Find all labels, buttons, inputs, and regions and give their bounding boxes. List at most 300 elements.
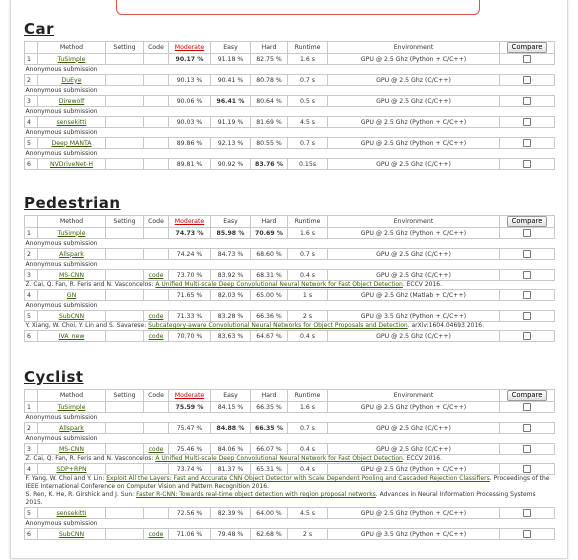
rank-cell: 3 xyxy=(25,96,38,107)
environment-cell: GPU @ 2.5 Ghz (Python + C/C++) xyxy=(328,117,500,128)
compare-checkbox-cell xyxy=(500,159,555,170)
code-cell xyxy=(144,423,169,434)
submission-note: Anonymous submission xyxy=(25,240,98,247)
method-link[interactable]: MS-CNN xyxy=(58,445,85,453)
reference-venue: . Advances in Neural Information Processing Systems 2015. xyxy=(25,491,536,506)
moderate-cell: 90.03 % xyxy=(169,117,211,128)
runtime-cell: 1.6 s xyxy=(288,54,328,65)
col-header-rank xyxy=(25,216,38,228)
reference-row xyxy=(25,281,555,290)
compare-checkbox[interactable] xyxy=(523,118,531,126)
code-cell xyxy=(144,159,169,170)
compare-checkbox-cell xyxy=(500,464,555,475)
moderate-cell: 75.59 % xyxy=(169,402,211,413)
rank-cell: 5 xyxy=(25,138,38,149)
reference-authors: Y. Xiang, W. Choi, Y. Lin and S. Savarese: xyxy=(25,322,149,329)
col-header-environment: Environment xyxy=(328,42,500,54)
compare-checkbox[interactable] xyxy=(523,332,531,340)
hard-cell: 70.69 % xyxy=(251,228,288,239)
environment-cell: GPU @ 2.5 Ghz (C/C++) xyxy=(328,270,500,281)
table-row xyxy=(25,423,555,434)
compare-checkbox[interactable] xyxy=(523,229,531,237)
col-header-code: Code xyxy=(144,42,169,54)
submission-note: Anonymous submission xyxy=(25,87,98,94)
reference-venue: . ECCV 2016. xyxy=(402,281,442,288)
method-link[interactable]: SubCNN xyxy=(58,530,85,538)
submission-note: Anonymous submission xyxy=(25,435,98,442)
easy-cell: 84.88 % xyxy=(211,423,251,434)
code-link[interactable]: code xyxy=(148,530,164,538)
method-link[interactable]: Allspark xyxy=(59,250,84,258)
table-row xyxy=(25,159,555,170)
environment-cell: GPU @ 2.5 Ghz (Python + C/C++) xyxy=(328,464,500,475)
header-row xyxy=(25,216,555,228)
hard-cell: 81.69 % xyxy=(251,117,288,128)
submission-row xyxy=(25,128,555,138)
environment-cell: GPU @ 2.5 Ghz (C/C++) xyxy=(328,159,500,170)
method-cell xyxy=(38,270,106,281)
table-row xyxy=(25,138,555,149)
moderate-cell: 89.86 % xyxy=(169,138,211,149)
code-cell xyxy=(144,402,169,413)
setting-cell xyxy=(106,311,144,322)
code-link[interactable]: code xyxy=(148,312,164,320)
code-cell xyxy=(144,529,169,540)
col-header-setting: Setting xyxy=(106,216,144,228)
rank-cell: 5 xyxy=(25,508,38,519)
easy-cell: 83.92 % xyxy=(211,270,251,281)
reference-venue: . arXiv:1604.04693 2016. xyxy=(407,322,484,329)
submission-row xyxy=(25,86,555,96)
code-cell xyxy=(144,311,169,322)
compare-checkbox-cell xyxy=(500,423,555,434)
runtime-cell: 4.5 s xyxy=(288,117,328,128)
compare-checkbox[interactable] xyxy=(523,250,531,258)
rank-cell: 1 xyxy=(25,402,38,413)
compare-checkbox-cell xyxy=(500,444,555,455)
reference-text xyxy=(25,455,555,464)
hard-cell: 64.67 % xyxy=(251,331,288,342)
compare-checkbox-cell xyxy=(500,508,555,519)
reference-paper-link[interactable]: Faster R-CNN: Towards real-time object detection with region proposal networks xyxy=(136,491,376,498)
method-link[interactable]: Allspark xyxy=(59,424,84,432)
setting-cell xyxy=(106,464,144,475)
rank-cell: 4 xyxy=(25,464,38,475)
hard-cell: 82.75 % xyxy=(251,54,288,65)
moderate-cell: 90.17 % xyxy=(169,54,211,65)
reference-text xyxy=(25,475,555,492)
runtime-cell: 0.7 s xyxy=(288,249,328,260)
environment-cell: GPU @ 2.5 Ghz (Python + C/C++) xyxy=(328,228,500,239)
compare-checkbox[interactable] xyxy=(523,424,531,432)
environment-cell: GPU @ 2.5 Ghz (Python + C/C++) xyxy=(328,508,500,519)
results-table xyxy=(24,215,555,342)
code-cell xyxy=(144,290,169,301)
easy-cell: 79.48 % xyxy=(211,529,251,540)
moderate-cell: 71.33 % xyxy=(169,311,211,322)
code-cell xyxy=(144,138,169,149)
hard-cell: 80.64 % xyxy=(251,96,288,107)
submission-note: Anonymous submission xyxy=(25,302,98,309)
compare-button[interactable]: Compare xyxy=(507,42,548,53)
compare-checkbox[interactable] xyxy=(523,312,531,320)
environment-cell: GPU @ 2.5 Ghz (C/C++) xyxy=(328,423,500,434)
runtime-cell: 0.15s xyxy=(288,159,328,170)
setting-cell xyxy=(106,402,144,413)
code-cell xyxy=(144,464,169,475)
runtime-cell: 2 s xyxy=(288,311,328,322)
rank-cell: 2 xyxy=(25,75,38,86)
reference-text xyxy=(25,491,555,508)
compare-checkbox[interactable] xyxy=(523,465,531,473)
reference-paper-link[interactable]: Subcategory-aware Convolutional Neural Networks for Object Proposals and Detection xyxy=(148,322,408,329)
compare-checkbox[interactable] xyxy=(523,76,531,84)
col-header-moderate[interactable]: Moderate xyxy=(169,42,211,54)
code-cell xyxy=(144,508,169,519)
method-link[interactable]: TuSimple xyxy=(57,229,86,237)
compare-checkbox-cell xyxy=(500,270,555,281)
hard-cell: 80.78 % xyxy=(251,75,288,86)
col-header-easy: Easy xyxy=(211,216,251,228)
table-row xyxy=(25,444,555,455)
moderate-cell: 74.73 % xyxy=(169,228,211,239)
runtime-cell: 4.5 s xyxy=(288,508,328,519)
rank-cell: 5 xyxy=(25,311,38,322)
setting-cell xyxy=(106,75,144,86)
section-title: Cyclist xyxy=(24,368,84,386)
runtime-cell: 0.7 s xyxy=(288,75,328,86)
easy-cell: 81.37 % xyxy=(211,464,251,475)
reference-row xyxy=(25,491,555,508)
compare-checkbox-cell xyxy=(500,402,555,413)
compare-checkbox[interactable] xyxy=(523,291,531,299)
section-title: Pedestrian xyxy=(24,194,121,212)
hard-cell: 65.00 % xyxy=(251,290,288,301)
setting-cell xyxy=(106,117,144,128)
moderate-cell: 73.74 % xyxy=(169,464,211,475)
moderate-cell: 74.24 % xyxy=(169,249,211,260)
code-cell xyxy=(144,270,169,281)
method-cell xyxy=(38,96,106,107)
code-link[interactable]: code xyxy=(148,332,164,340)
compare-checkbox-cell xyxy=(500,331,555,342)
environment-cell: GPU @ 2.5 Ghz (Matlab + C/C++) xyxy=(328,290,500,301)
page-frame xyxy=(10,0,568,559)
code-cell xyxy=(144,117,169,128)
easy-cell: 96.41 % xyxy=(211,96,251,107)
hard-cell: 68.31 % xyxy=(251,270,288,281)
environment-cell: GPU @ 2.5 Ghz (C/C++) xyxy=(328,75,500,86)
rank-cell: 6 xyxy=(25,159,38,170)
method-link[interactable]: NVDriveNet-H xyxy=(49,160,94,168)
table-row xyxy=(25,54,555,65)
col-header-compare[interactable] xyxy=(500,216,555,228)
method-cell xyxy=(38,249,106,260)
compare-checkbox-cell xyxy=(500,96,555,107)
moderate-cell: 71.65 % xyxy=(169,290,211,301)
table-row xyxy=(25,290,555,301)
easy-cell: 83.63 % xyxy=(211,331,251,342)
setting-cell xyxy=(106,270,144,281)
hard-cell: 62.68 % xyxy=(251,529,288,540)
col-header-method: Method xyxy=(38,390,106,402)
reference-row xyxy=(25,455,555,464)
submission-note: Anonymous submission xyxy=(25,66,98,73)
moderate-cell: 90.06 % xyxy=(169,96,211,107)
col-header-environment: Environment xyxy=(328,390,500,402)
submission-note: Anonymous submission xyxy=(25,261,98,268)
compare-checkbox-cell xyxy=(500,290,555,301)
method-cell xyxy=(38,529,106,540)
table-row xyxy=(25,75,555,86)
submission-note: Anonymous submission xyxy=(25,129,98,136)
method-cell xyxy=(38,423,106,434)
method-cell xyxy=(38,159,106,170)
setting-cell xyxy=(106,529,144,540)
col-header-hard: Hard xyxy=(251,216,288,228)
easy-cell: 84.15 % xyxy=(211,402,251,413)
rank-cell: 4 xyxy=(25,117,38,128)
code-link[interactable]: code xyxy=(148,445,164,453)
runtime-cell: 0.4 s xyxy=(288,270,328,281)
compare-checkbox[interactable] xyxy=(523,97,531,105)
rank-cell: 4 xyxy=(25,290,38,301)
top-banner-box xyxy=(116,0,480,15)
table-row xyxy=(25,96,555,107)
easy-cell: 90.41 % xyxy=(211,75,251,86)
table-row xyxy=(25,508,555,519)
runtime-cell: 0.7 s xyxy=(288,423,328,434)
submission-row xyxy=(25,519,555,529)
compare-checkbox[interactable] xyxy=(523,271,531,279)
method-cell xyxy=(38,508,106,519)
method-cell xyxy=(38,464,106,475)
compare-checkbox[interactable] xyxy=(523,55,531,63)
reference-paper-link[interactable]: A Unified Multi-scale Deep Convolutional Neural Network for Fast Object Detection xyxy=(155,455,403,462)
reference-row xyxy=(25,322,555,331)
col-header-moderate[interactable]: Moderate xyxy=(169,216,211,228)
rank-cell: 3 xyxy=(25,270,38,281)
hard-cell: 80.55 % xyxy=(251,138,288,149)
col-header-compare[interactable] xyxy=(500,390,555,402)
environment-cell: GPU @ 2.5 Ghz (C/C++) xyxy=(328,96,500,107)
compare-checkbox[interactable] xyxy=(523,160,531,168)
reference-paper-link[interactable]: A Unified Multi-scale Deep Convolutional Neural Network for Fast Object Detection xyxy=(155,281,403,288)
compare-checkbox-cell xyxy=(500,138,555,149)
submission-row xyxy=(25,260,555,270)
table-row xyxy=(25,117,555,128)
reference-authors: Z. Cai, Q. Fan, R. Feris and N. Vasconcelos: xyxy=(25,281,156,288)
setting-cell xyxy=(106,331,144,342)
section-cyclist xyxy=(24,368,554,540)
col-header-runtime: Runtime xyxy=(288,42,328,54)
easy-cell: 84.06 % xyxy=(211,444,251,455)
compare-checkbox[interactable] xyxy=(523,509,531,517)
method-cell xyxy=(38,75,106,86)
reference-venue: . Proceedings of the IEEE International Conference on Computer Vision and Pattern Recognition 2016. xyxy=(25,475,550,490)
submission-row xyxy=(25,65,555,75)
submission-note: Anonymous submission xyxy=(25,108,98,115)
setting-cell xyxy=(106,290,144,301)
col-header-moderate[interactable]: Moderate xyxy=(169,390,211,402)
col-header-runtime: Runtime xyxy=(288,216,328,228)
method-cell xyxy=(38,117,106,128)
col-header-setting: Setting xyxy=(106,390,144,402)
compare-checkbox-cell xyxy=(500,228,555,239)
submission-row xyxy=(25,149,555,159)
method-cell xyxy=(38,311,106,322)
method-link[interactable]: DuEye xyxy=(61,76,82,84)
submission-row xyxy=(25,434,555,444)
col-header-hard: Hard xyxy=(251,42,288,54)
moderate-cell: 75.46 % xyxy=(169,444,211,455)
hard-cell: 83.76 % xyxy=(251,159,288,170)
compare-checkbox-cell xyxy=(500,117,555,128)
runtime-cell: 0.4 s xyxy=(288,331,328,342)
runtime-cell: 1 s xyxy=(288,290,328,301)
submission-row xyxy=(25,107,555,117)
code-cell xyxy=(144,249,169,260)
environment-cell: GPU @ 2.5 Ghz (Python + C/C++) xyxy=(328,402,500,413)
moderate-cell: 75.47 % xyxy=(169,423,211,434)
environment-cell: GPU @ 3.5 Ghz (Python + C/C++) xyxy=(328,529,500,540)
setting-cell xyxy=(106,159,144,170)
rank-cell: 3 xyxy=(25,444,38,455)
easy-cell: 91.18 % xyxy=(211,54,251,65)
method-link[interactable]: TuSimple xyxy=(57,55,86,63)
table-row xyxy=(25,529,555,540)
submission-note: Anonymous submission xyxy=(25,414,98,421)
section-title: Car xyxy=(24,20,55,38)
setting-cell xyxy=(106,228,144,239)
setting-cell xyxy=(106,54,144,65)
header-row xyxy=(25,390,555,402)
compare-button[interactable]: Compare xyxy=(507,216,548,227)
code-cell xyxy=(144,444,169,455)
moderate-cell: 71.06 % xyxy=(169,529,211,540)
method-cell xyxy=(38,402,106,413)
setting-cell xyxy=(106,249,144,260)
col-header-code: Code xyxy=(144,390,169,402)
compare-checkbox-cell xyxy=(500,54,555,65)
submission-row xyxy=(25,301,555,311)
runtime-cell: 2 s xyxy=(288,529,328,540)
method-link[interactable]: TuSimple xyxy=(57,403,86,411)
section-car xyxy=(24,20,554,170)
table-row xyxy=(25,464,555,475)
results-table xyxy=(24,41,555,170)
method-link[interactable]: sensekitti xyxy=(56,118,87,126)
hard-cell: 66.36 % xyxy=(251,311,288,322)
hard-cell: 66.35 % xyxy=(251,423,288,434)
rank-cell: 1 xyxy=(25,54,38,65)
col-header-easy: Easy xyxy=(211,390,251,402)
hard-cell: 66.07 % xyxy=(251,444,288,455)
col-header-code: Code xyxy=(144,216,169,228)
submission-row xyxy=(25,413,555,423)
method-cell xyxy=(38,138,106,149)
moderate-cell: 72.56 % xyxy=(169,508,211,519)
easy-cell: 82.03 % xyxy=(211,290,251,301)
easy-cell: 83.28 % xyxy=(211,311,251,322)
runtime-cell: 0.4 s xyxy=(288,464,328,475)
method-link[interactable]: IVA_new xyxy=(58,332,85,340)
setting-cell xyxy=(106,423,144,434)
code-cell xyxy=(144,331,169,342)
compare-checkbox-cell xyxy=(500,75,555,86)
code-link[interactable]: code xyxy=(148,271,164,279)
table-row xyxy=(25,311,555,322)
compare-checkbox-cell xyxy=(500,249,555,260)
compare-button[interactable]: Compare xyxy=(507,390,548,401)
method-link[interactable]: Deep MANTA xyxy=(51,139,92,147)
method-link[interactable]: MS-CNN xyxy=(58,271,85,279)
easy-cell: 92.13 % xyxy=(211,138,251,149)
method-link[interactable]: SDP+RPN xyxy=(56,465,87,473)
moderate-cell: 89.81 % xyxy=(169,159,211,170)
easy-cell: 90.92 % xyxy=(211,159,251,170)
runtime-cell: 0.5 s xyxy=(288,96,328,107)
method-link[interactable]: GN xyxy=(66,291,77,299)
col-header-rank xyxy=(25,390,38,402)
rank-cell: 6 xyxy=(25,331,38,342)
code-cell xyxy=(144,75,169,86)
compare-checkbox[interactable] xyxy=(523,139,531,147)
method-link[interactable]: Direwolf xyxy=(58,97,85,105)
rank-cell: 2 xyxy=(25,249,38,260)
col-header-runtime: Runtime xyxy=(288,390,328,402)
section-pedestrian xyxy=(24,194,554,342)
method-cell xyxy=(38,228,106,239)
compare-checkbox[interactable] xyxy=(523,445,531,453)
environment-cell: GPU @ 2.5 Ghz (C/C++) xyxy=(328,249,500,260)
compare-checkbox[interactable] xyxy=(523,530,531,538)
rank-cell: 6 xyxy=(25,529,38,540)
col-header-compare[interactable] xyxy=(500,42,555,54)
method-cell xyxy=(38,290,106,301)
environment-cell: GPU @ 2.5 Ghz (Python + C/C++) xyxy=(328,54,500,65)
col-header-method: Method xyxy=(38,216,106,228)
method-link[interactable]: sensekitti xyxy=(56,509,87,517)
runtime-cell: 0.4 s xyxy=(288,444,328,455)
compare-checkbox[interactable] xyxy=(523,403,531,411)
hard-cell: 66.35 % xyxy=(251,402,288,413)
table-row xyxy=(25,331,555,342)
environment-cell: GPU @ 2.5 Ghz (Python + C/C++) xyxy=(328,138,500,149)
reference-row xyxy=(25,475,555,492)
method-cell xyxy=(38,331,106,342)
environment-cell: GPU @ 2.5 Ghz (C/C++) xyxy=(328,331,500,342)
rank-cell: 1 xyxy=(25,228,38,239)
method-link[interactable]: SubCNN xyxy=(58,312,85,320)
reference-text xyxy=(25,281,555,290)
easy-cell: 91.19 % xyxy=(211,117,251,128)
moderate-cell: 70.70 % xyxy=(169,331,211,342)
setting-cell xyxy=(106,444,144,455)
code-cell xyxy=(144,96,169,107)
easy-cell: 85.98 % xyxy=(211,228,251,239)
method-cell xyxy=(38,54,106,65)
runtime-cell: 1.6 s xyxy=(288,228,328,239)
header-row xyxy=(25,42,555,54)
table-row xyxy=(25,228,555,239)
hard-cell: 64.00 % xyxy=(251,508,288,519)
col-header-rank xyxy=(25,42,38,54)
code-cell xyxy=(144,228,169,239)
reference-paper-link[interactable]: Exploit All the Layers: Fast and Accurate CNN Object Detector with Scale Dependent Pooling and Cascaded Rejection Classifiers xyxy=(106,475,490,482)
col-header-method: Method xyxy=(38,42,106,54)
environment-cell: GPU @ 2.5 Ghz (C/C++) xyxy=(328,444,500,455)
